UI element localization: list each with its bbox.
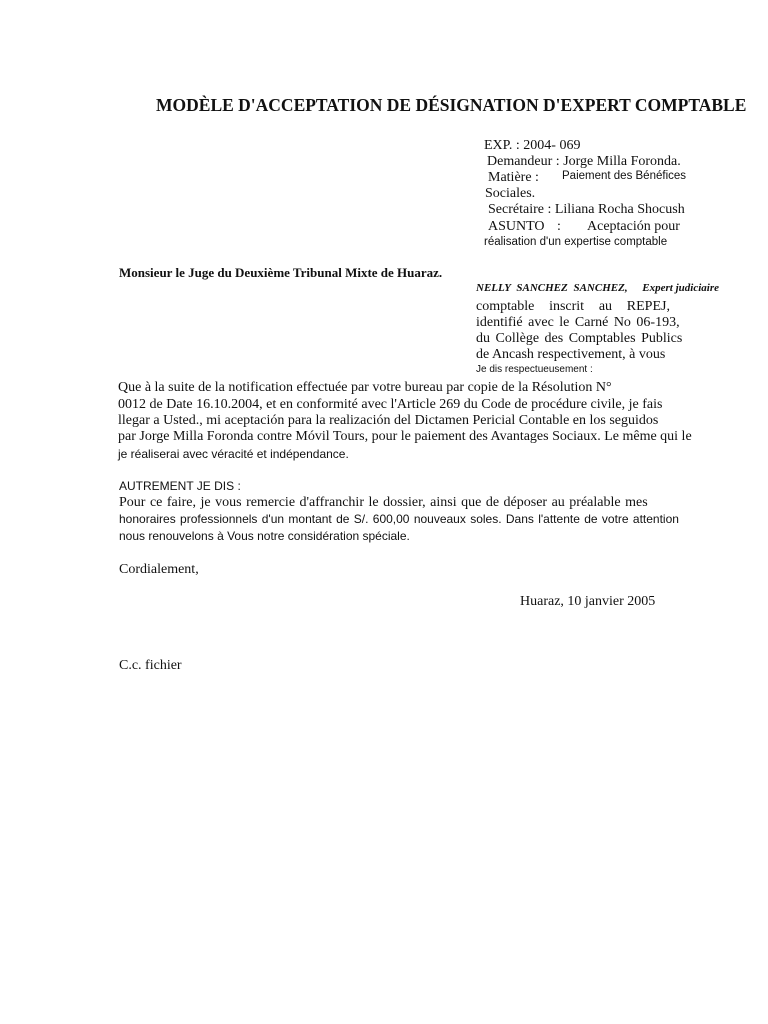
intro-line-6: Je dis respectueusement :: [476, 364, 593, 375]
body-line: Que à la suite de la notification effectuée par votre bureau par copie de la Résolution N°: [118, 380, 612, 395]
intro-word: au: [598, 299, 613, 314]
expert-name: NELLY SANCHEZ SANCHEZ,: [476, 282, 628, 294]
matiere-label: Matière :: [488, 170, 539, 185]
closing: Cordialement,: [119, 562, 199, 577]
intro-word: REPEJ,: [626, 299, 670, 314]
autrement-line: honoraires professionnels d'un montant de S/. 600,00 nouveaux soles. Dans l'attente de votre attention: [119, 512, 679, 526]
demandeur: Demandeur : Jorge Milla Foronda.: [487, 154, 681, 169]
exp-number: EXP. : 2004- 069: [484, 138, 581, 153]
intro-word: inscrit: [549, 299, 585, 314]
intro-name-line: [476, 282, 719, 294]
intro-line-2: [476, 298, 670, 315]
autrement-heading: AUTREMENT JE DIS :: [119, 479, 241, 493]
matiere-value: Paiement des Bénéfices: [562, 170, 687, 182]
matiere-continuation: Sociales.: [485, 186, 536, 201]
intro-word: comptable: [476, 299, 535, 314]
asunto-label: ASUNTO: [488, 219, 545, 234]
document-title: MODÈLE D'ACCEPTATION DE DÉSIGNATION D'EXPERT COMPTABLE: [156, 95, 747, 115]
place-date: Huaraz, 10 janvier 2005: [520, 594, 656, 609]
asunto-colon: :: [557, 219, 561, 234]
body-line: je réaliserai avec véracité et indépendance.: [118, 447, 349, 461]
intro-line-5: de Ancash respectivement, à vous: [476, 347, 666, 362]
autrement-line: Pour ce faire, je vous remercie d'affranchir le dossier, ainsi que de déposer au préalable mes: [119, 495, 648, 510]
autrement-line: nous renouvelons à Vous notre considération spéciale.: [119, 529, 410, 543]
intro-line-3: identifié avec le Carné No 06-193,: [476, 315, 680, 330]
cc-line: C.c. fichier: [119, 658, 182, 673]
addressee: Monsieur le Juge du Deuxième Tribunal Mixte de Huaraz.: [119, 265, 443, 280]
body-line: par Jorge Milla Foronda contre Móvil Tours, pour le paiement des Avantages Sociaux. Le même qui le: [118, 429, 692, 444]
asunto-value: Aceptación pour: [587, 219, 680, 234]
intro-line-4: du Collège des Comptables Publics: [476, 331, 683, 346]
expert-title: Expert judiciaire: [642, 282, 719, 294]
asunto-continuation: réalisation d'un expertise comptable: [484, 236, 668, 248]
secretaire: Secrétaire : Liliana Rocha Shocush: [488, 202, 685, 217]
body-line: llegar a Usted., mi aceptación para la realización del Dictamen Pericial Contable en los seguidos: [118, 413, 659, 428]
body-line: 0012 de Date 16.10.2004, et en conformité avec l'Article 269 du Code de procédure civile, je fais: [118, 397, 663, 412]
